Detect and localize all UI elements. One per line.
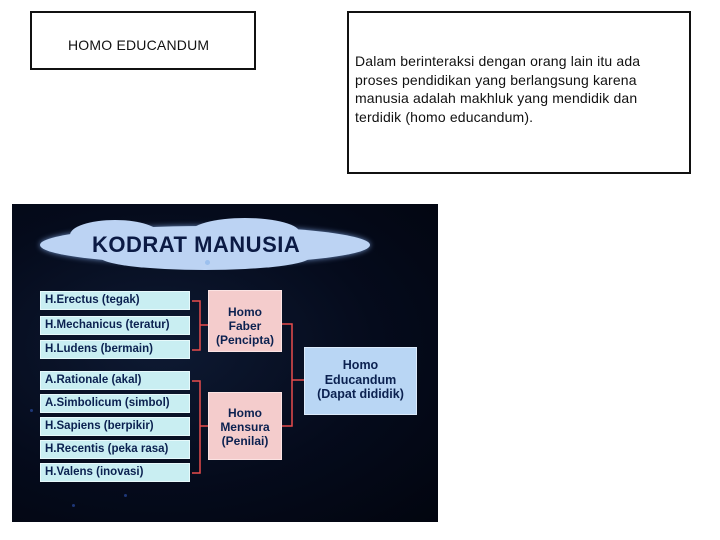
faber-line3: (Pencipta) (215, 333, 274, 347)
connector-lines (12, 204, 438, 522)
category-valens: H.Valens (inovasi) (40, 463, 190, 482)
description-box (347, 11, 691, 174)
slide-title: HOMO EDUCANDUM (68, 37, 210, 53)
category-recentis: H.Recentis (peka rasa) (40, 440, 190, 459)
category-sapiens: H.Sapiens (berpikir) (40, 417, 190, 436)
faber-mensura-bracket (282, 324, 292, 426)
educandum-line2: Educandum (324, 372, 397, 387)
category-mechanicus: H.Mechanicus (teratur) (40, 316, 190, 335)
description-text: Dalam berinteraksi dengan orang lain itu ada proses pendidikan yang berlangsung karena manusia adalah makhluk yang mendidik dan terdidik (homo educandum). (355, 53, 641, 125)
mensura-line2: Mensura (220, 420, 270, 434)
kodrat-manusia-diagram (12, 204, 438, 522)
diagram-heading: KODRAT MANUSIA (92, 232, 301, 257)
category-simbolicum: A.Simbolicum (simbol) (40, 394, 190, 413)
educandum-line1: Homo (342, 358, 379, 372)
educandum-line3: (Dapat dididik) (317, 387, 404, 401)
group1-bracket (192, 301, 200, 350)
mensura-line3: (Penilai) (221, 434, 269, 448)
group2-bracket (192, 381, 200, 473)
faber-line1: Homo (228, 305, 262, 319)
faber-line2: Faber (228, 319, 262, 333)
category-erectus: H.Erectus (tegak) (40, 291, 190, 310)
category-ludens: H.Ludens (bermain) (40, 340, 190, 359)
mensura-line1: Homo (228, 406, 262, 420)
category-rationale: A.Rationale (akal) (40, 371, 190, 390)
title-box (30, 11, 256, 70)
